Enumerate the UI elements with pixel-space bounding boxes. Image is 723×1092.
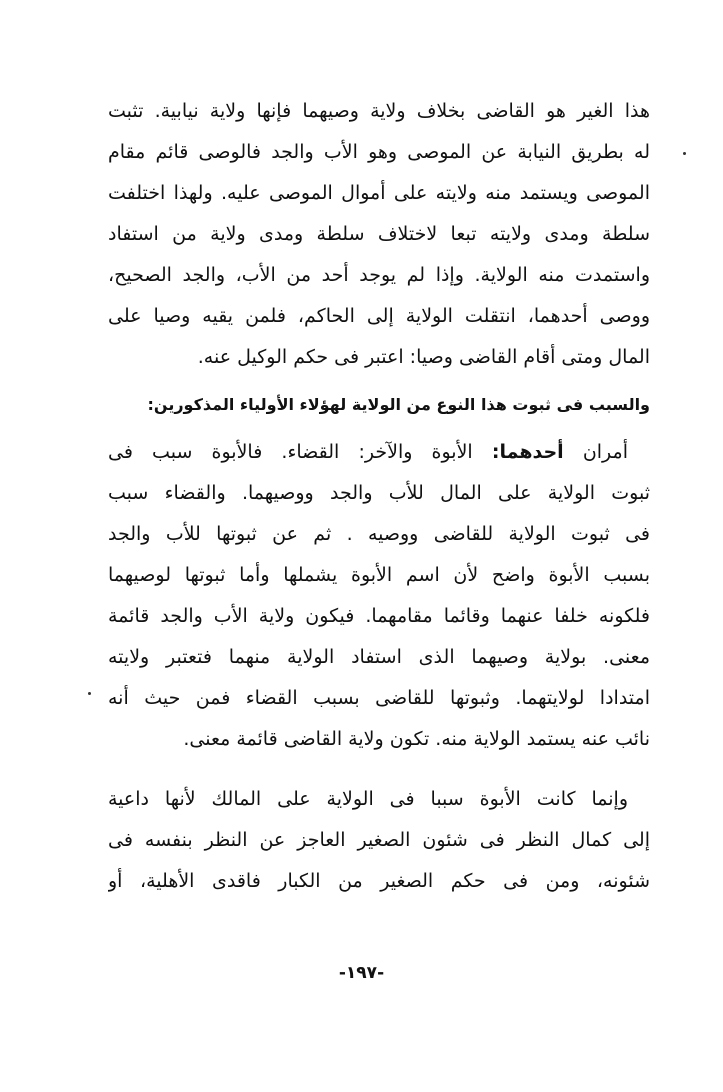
paragraph-3-line: وإنما كانت الأبوة سببا فى الولاية على المالك لأنها داعية	[108, 788, 628, 810]
paragraph-1-line: ووصى أحدهما، انتقلت الولاية إلى الحاكم، فلمن يقيه وصيا على	[108, 305, 650, 327]
paragraph-1-line: سلطة ومدى ولايته تبعا لاختلاف سلطة ومدى ولاية من استفاد	[108, 223, 650, 245]
paragraph-2-line: ثبوت الولاية على المال للأب والجد ووصيهما. والقضاء سبب	[108, 482, 650, 504]
paragraph-3-line: إلى كمال النظر فى شئون الصغير العاجز عن النظر بنفسه فى	[108, 829, 650, 851]
paragraph-2	[108, 432, 650, 760]
section-heading: والسبب فى ثبوت هذا النوع من الولاية لهؤلاء الأولياء المذكورين:	[147, 395, 650, 414]
paragraph-3	[108, 779, 650, 902]
paragraph-1-line: المال ومتى أقام القاضى وصيا: اعتبر فى حكم الوكيل عنه.	[197, 346, 650, 368]
scan-speck	[683, 152, 686, 155]
paragraph-1	[108, 91, 650, 378]
paragraph-1-line: هذا الغير هو القاضى بخلاف ولاية وصيهما فإنها ولاية نيابية. تثبت	[108, 100, 650, 122]
paragraph-2-line: بسبب الأبوة واضح لأن اسم الأبوة يشملها وأما ثبوتها لوصيهما	[108, 564, 650, 586]
paragraph-2-first-line-rest: الأبوة والآخر: القضاء. فالأبوة سبب فى	[108, 441, 492, 463]
page-number: -١٩٧-	[338, 963, 385, 983]
paragraph-1-line: واستمدت منه الولاية. وإذا لم يوجد أحد من الأب، والجد الصحيح،	[108, 264, 650, 286]
paragraph-2-bold-term: أحدهما:	[491, 441, 564, 463]
scan-speck	[88, 692, 91, 695]
paragraph-2-line: امتدادا لولايتهما. وثبوتها للقاضى بسبب القضاء فمن حيث أنه	[108, 687, 650, 709]
paragraph-1-line: الموصى ويستمد منه ولايته على أموال الموصى عليه. ولهذا اختلفت	[108, 182, 650, 204]
paragraph-1-line: له بطريق النيابة عن الموصى وهو الأب والجد فالوصى قائم مقام	[108, 141, 650, 163]
paragraph-2-line: نائب عنه يستمد الولاية منه. تكون ولاية القاضى قائمة معنى.	[183, 728, 650, 750]
paragraph-2-prefix: أمران	[563, 441, 628, 463]
paragraph-2-line: فى ثبوت الولاية للقاضى ووصيه . ثم عن ثبوتها للأب والجد	[108, 523, 650, 545]
paragraph-2-line: معنى. بولاية وصيهما الذى استفاد الولاية منهما فتعتبر ولايته	[108, 646, 650, 668]
paragraph-3-line: شئونه، ومن فى حكم الصغير من الكبار فاقدى الأهلية، أو	[108, 870, 650, 892]
paragraph-2-line: فلكونه خلفا عنهما وقائما مقامهما. فيكون ولاية الأب والجد قائمة	[108, 605, 650, 627]
paragraph-2-first-line	[108, 432, 650, 473]
